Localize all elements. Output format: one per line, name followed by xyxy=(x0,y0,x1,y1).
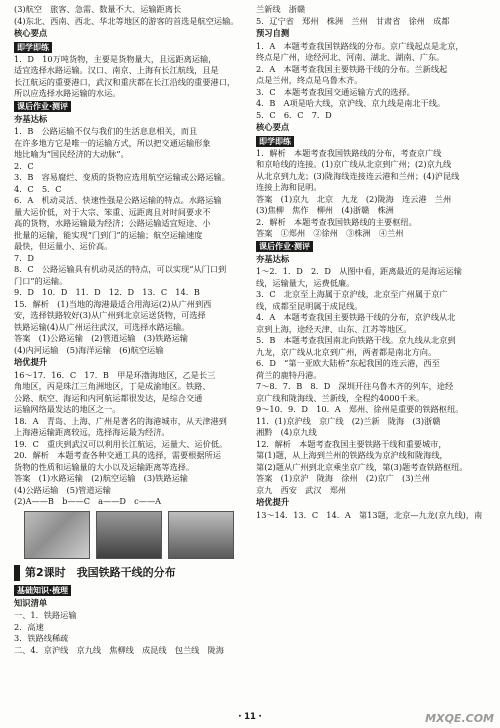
text-line: 7．D xyxy=(14,252,34,263)
text-line: 18．A 青岛、上海、广州是著名的海港城市，从天津港到 xyxy=(14,415,227,426)
text-line: 适宜选择水路运输。汉口、南京、上海有长江航线，且是 xyxy=(14,65,219,75)
text-line: 所以应选择水路运输的水运。 xyxy=(14,88,121,98)
text-line: 公路、航空、海运和内河航运都很发达，是综合交通 xyxy=(14,392,203,403)
text-line: 量大运价低，对于大宗、笨重、远距离且对时间要求不 xyxy=(14,206,211,217)
text-line: 20．解析 本题考查各种交通工具的选择，需要根据所运 xyxy=(14,450,221,460)
text-line: 2．解析 本题考查我国铁路线的主要枢纽。 xyxy=(256,216,417,227)
text-line: 批量的运输，能实现“门到门”的运输；航空运输速度 xyxy=(14,229,203,240)
knowledge-list xyxy=(14,610,246,656)
text-line: 3．C 本题考查我国交通运输方式的选择。 xyxy=(256,86,415,97)
section-heading: 知识清单 xyxy=(14,597,48,608)
text-line: 4．A 本题考查我国主要铁路干线的分布，京沪线从北 xyxy=(256,312,456,322)
text-line: 线，成都至昆明属于成昆线。 xyxy=(256,300,363,311)
text-line: 在许多地方它是唯一的运输方式，所以把交通运输形象 xyxy=(14,137,211,148)
homework-block xyxy=(256,266,488,496)
text-line: 1～2．1．D 2．D 从图中看，距离最近的是海运运输 xyxy=(256,266,462,276)
text-line: 兰新线 浙赣 xyxy=(256,4,306,14)
text-line: 线，运输量大，运费低廉。 xyxy=(256,277,355,288)
china-map-image xyxy=(24,511,90,559)
text-line: 1．解析 本题考查我国铁路线的分布，考查京广线 xyxy=(256,147,442,158)
text-line: 湘黔 (4)京九线 xyxy=(256,427,317,437)
text-line: (3)焦柳 焦作 柳州 (4)浙赣 株洲 xyxy=(256,205,394,215)
text-line: 4．C 5．C xyxy=(14,183,62,194)
section-heading: 即学即练 xyxy=(14,42,52,53)
section-heading: 基础知识·梳理 xyxy=(14,585,71,596)
transport-photo xyxy=(96,511,162,559)
exercise-block xyxy=(256,148,488,240)
section-heading: 课后作业·测评 xyxy=(14,101,71,112)
text-line: 运输网络最发达的地区之一。 xyxy=(14,404,121,414)
text-line: 长江航运的重要港口，武汉和重庆都在长江沿线的重要港口， xyxy=(14,76,236,87)
text-line: 1．A 本题考查我国铁路线的分布。京广线起点是北京， xyxy=(256,40,464,51)
text-line: 上海港运输距离较远，选择海运最为经济。 xyxy=(14,427,170,437)
text-line: 4．B A项是哈大线，京沪线、京九线是南北干线。 xyxy=(256,98,446,108)
text-line: 荷兰的鹿特丹港。 xyxy=(256,369,322,380)
text-line: 3．C 北京至上海属于京沪线，北京至广州属于京广 xyxy=(256,289,448,299)
text-line: 安，选择铁路较好(3)从广州到北京运送货物，可选择 xyxy=(14,310,206,320)
section-heading: 即学即练 xyxy=(256,136,294,147)
figure-row xyxy=(24,511,246,559)
text-line: 3．B 容易腐烂、变质的货物应选用航空运输或公路运输。 xyxy=(14,172,230,182)
text-line: 2．高速 xyxy=(14,621,44,632)
text-line: 门口”的运输。 xyxy=(14,275,68,286)
extension-block xyxy=(256,510,488,522)
watermark-logo: MXQE.COM xyxy=(425,711,494,725)
text-line: 货物的性质和运输量的大小以及运输距离等选择。 xyxy=(14,461,195,472)
right-column xyxy=(256,4,488,521)
transport-photo xyxy=(168,511,234,559)
section-heading: 夯基达标 xyxy=(14,113,48,124)
text-line: 一、1．铁路运输 xyxy=(14,610,77,620)
lesson-title: 第2课时 我国铁路干线的分布 xyxy=(25,565,176,579)
lesson-marker xyxy=(14,565,20,581)
text-line: 2．C xyxy=(14,160,34,171)
text-line: 角地区，丙是珠江三角洲地区，丁是成渝地区。铁路、 xyxy=(14,381,211,391)
text-line: 点是兰州，终点是乌鲁木齐。 xyxy=(256,75,363,85)
text-line: 答案 (1)京沪 陇海 徐州 (2)京广 (3)兰州 xyxy=(256,473,430,483)
text-line: 和京哈线的连接。(1)京广线从北京到广州；(2)京九线 xyxy=(256,159,452,169)
text-line: 京九 西安 武汉 郑州 xyxy=(256,484,347,495)
text-line: 连接上海和昆明。 xyxy=(256,182,322,192)
text-line: 7～8．7．B 8．D 深圳开往乌鲁木齐的列车，途经 xyxy=(256,381,454,391)
text-line: 高的货物，水路运输最为经济；公路运输适宜短途、小 xyxy=(14,218,211,228)
text-line: (3)航空 旅客、急需、数量不大、运输距离长 xyxy=(14,4,182,14)
text-line: 3．铁路线稀疏 xyxy=(14,633,69,643)
text-line: 1．B 公路运输不仅与我们的生活息息相关，而且 xyxy=(14,126,198,136)
section-heading: 预习自测 xyxy=(256,28,290,38)
section-heading: 培优提升 xyxy=(14,357,48,367)
text-line: (4)东北、西南、西北、华北等地区的游客的首选是航空运输。 xyxy=(14,15,239,26)
text-line: 16～17．16．C 17．B 甲是环渤海地区，乙是长三 xyxy=(14,369,216,380)
text-line: 最快，但运量小、运价高。 xyxy=(14,241,113,251)
text-line: 从北京到九龙；(3)陇海线连接连云港和兰州；(4)沪昆线 xyxy=(256,170,460,181)
text-line: 地比喻为“国民经济的大动脉”。 xyxy=(14,149,129,159)
text-line: 1．D 10万吨货物，主要是货物量大，且远距离运输， xyxy=(14,53,217,64)
text-line: 九龙，京广线从北京到广州，两者都是南北方向。 xyxy=(256,346,437,357)
text-line: 13～14．13．C 14．A 第13题，北京—九龙(京九线)，南 xyxy=(256,509,483,520)
text-line: 铁路运输(4)从广州运往武汉，可选择水路运输。 xyxy=(14,321,190,332)
preview-block xyxy=(256,41,488,122)
text-line: 19．C 重庆到武汉可以利用长江航运，运量大、运价低。 xyxy=(14,438,228,449)
lesson-title-row xyxy=(14,565,246,581)
section-heading: 夯基达标 xyxy=(256,253,290,264)
text-line: 答案 (1)水路运输 (2)航空运输 (3)铁路运输 xyxy=(14,473,188,483)
text-line: 5．B 本题考查我国南北向铁路干线。京九线从北京到 xyxy=(256,335,456,345)
practice-block xyxy=(14,370,246,508)
text-line: 第(2)题从广州到北京乘坐京广线，第(3)题考查铁路枢纽。 xyxy=(256,461,468,472)
section-heading: 课后作业·测评 xyxy=(256,241,313,252)
text-line: (4)公路运输 (5)管道运输 xyxy=(14,484,111,495)
text-line: 11．(1)京沪线 京广线 (2)兰新 陇海 (3)浙赣 xyxy=(256,415,441,426)
text-line: 答案 ①郑州 ②徐州 ③株洲 ④兰州 xyxy=(256,228,404,238)
text-line: 9～10．9．D 10．A 郑州、徐州是重要的铁路枢纽。 xyxy=(256,404,464,414)
text-line: 二、4．京沪线 京九线 焦柳线 成昆线 包兰线 陇海 xyxy=(14,644,224,655)
question-block xyxy=(14,126,246,356)
section-heading: 培优提升 xyxy=(256,497,290,507)
text-line: (2)A——B b——C a——D c——A xyxy=(14,496,162,506)
text-line: 2．A 本题考查我国主要铁路干线的分布。兰新线起 xyxy=(256,63,448,74)
text-line: 京到上海，途经天津、山东、江苏等地区。 xyxy=(256,323,412,334)
text-line: 8．C 公路运输具有机动灵活的特点，可以实现“从门口到 xyxy=(14,264,227,274)
text-line: 15．解析 (1)当地的海港最适合用海运(2)从广州到西 xyxy=(14,298,212,309)
text-line: 第(1)题，从上海到兰州的铁路线为京沪线和陇海线， xyxy=(256,450,448,460)
exercise-block xyxy=(14,54,246,100)
text-line: 终点是广州，途经河北、河南、湖北、湖南、广东。 xyxy=(256,52,445,62)
text-line: 答案 (1)京九 北京 九龙 (2)陇海 连云港 兰州 xyxy=(256,193,452,204)
page-number: ・11・ xyxy=(235,711,265,722)
text-line: 5．辽宁省 郑州 株洲 兰州 甘肃省 徐州 成都 xyxy=(256,15,450,26)
left-column xyxy=(14,4,246,656)
section-heading: 核心要点 xyxy=(256,122,290,132)
text-line: (4)内河运输 (5)海洋运输 (6)航空运输 xyxy=(14,344,164,355)
text-line: 12．解析 本题考查我国主要铁路干线和重要城市， xyxy=(256,438,447,449)
text-line: 京广线和陇海线、兰新线，全程约4000千米。 xyxy=(256,392,425,403)
text-line: 6．A 机动灵活、快速性强是公路运输的特点。水路运输 xyxy=(14,195,222,205)
list-continuation xyxy=(256,4,488,27)
text-line: 9．D 10．D 11．D 12．D 13．C 14．B xyxy=(14,287,200,297)
text-line: 5．C 6．C 7．D xyxy=(256,109,332,120)
pre-lines xyxy=(14,4,246,27)
text-line: 6．D “第一亚欧大陆桥”东起我国的连云港，西至 xyxy=(256,358,440,368)
text-line: 答案 (1)公路运输 (2)管道运输 (3)铁路运输 xyxy=(14,333,188,343)
section-heading: 核心要点 xyxy=(14,28,48,38)
